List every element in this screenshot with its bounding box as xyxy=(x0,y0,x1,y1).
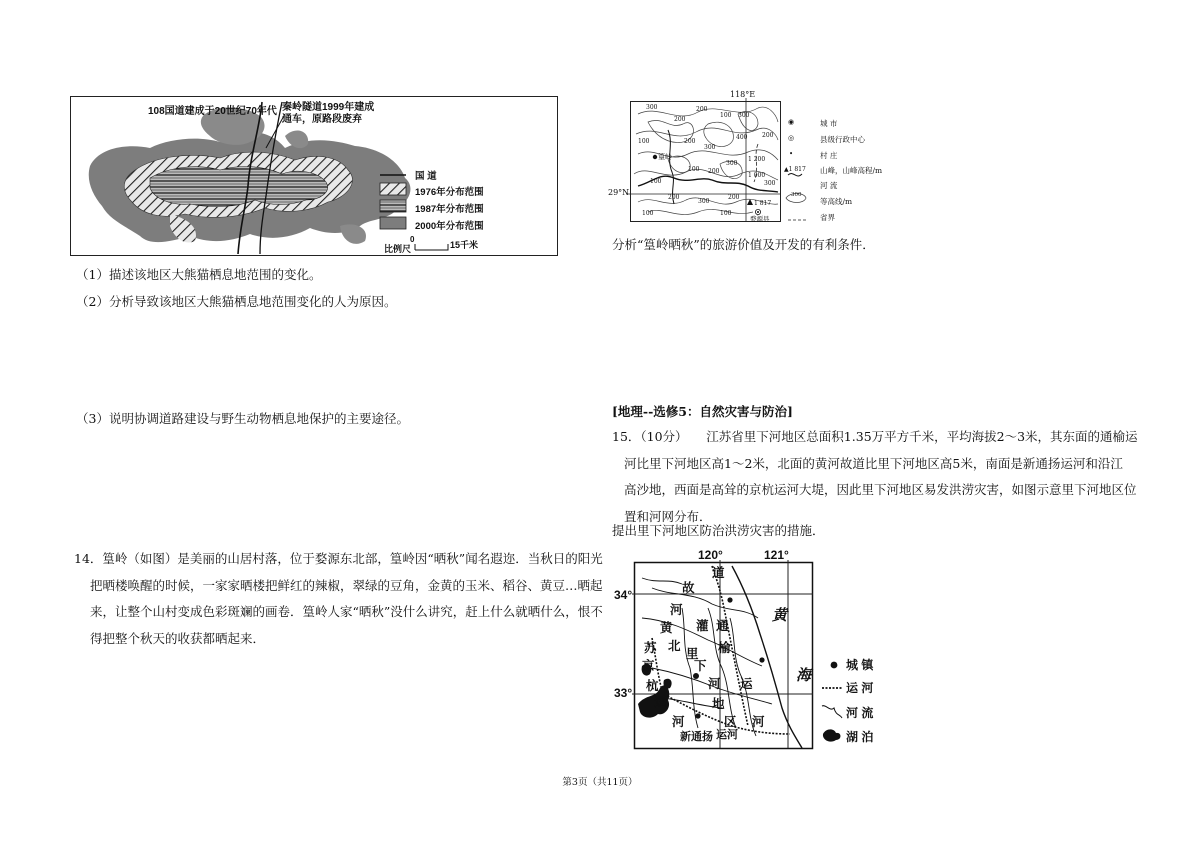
county-center-dot xyxy=(757,211,759,213)
page-footer: 第3页（共11页） xyxy=(562,777,638,788)
legend-city-symbol: ◉ xyxy=(788,118,795,126)
legend-river-symbol xyxy=(822,706,842,718)
contour-value: 300 xyxy=(764,180,776,187)
contour-value: 100 xyxy=(650,178,662,185)
map-char-yun-2: 运 xyxy=(740,677,753,691)
question-14-text xyxy=(74,546,604,652)
map-char-he: 河 xyxy=(670,603,683,617)
contour-value: 300 xyxy=(646,104,658,111)
question-15-text xyxy=(612,424,1142,530)
q14-line-2: 把晒楼唤醒的时候，一家家晒楼把鲜红的辣椒，翠绿的豆角，金黄的玉米、稻谷、黄豆…晒起 xyxy=(90,577,603,593)
legend-1987-symbol xyxy=(380,200,406,212)
habitat-1987-area xyxy=(150,167,328,207)
q14-line-3: 来，让整个山村变成色彩斑斓的画卷．篁岭人家“晒秋”没什么讲究，赶上什么就晒什么，恨不 xyxy=(90,604,603,619)
map-char-tong: 通 xyxy=(716,619,729,633)
map-char-li: 里 xyxy=(686,647,699,661)
callout-108-road: 108国道建成于20世纪70年代 xyxy=(148,106,277,117)
section-title: [地理--选修5：自然灾害与防治] xyxy=(612,404,793,419)
contour-value: 200 xyxy=(728,194,740,201)
q15-line-4: 置和河网分布． xyxy=(624,508,712,524)
q14-line-1: 14．篁岭（如图）是美丽的山居村落，位于婺源东北部，篁岭因“晒秋”闻名遐迩．当秋日的阳光 xyxy=(74,551,603,566)
map-label-huang-sea: 黄 xyxy=(772,607,788,624)
map-char-yun: 运 xyxy=(654,695,667,709)
map-char-yu: 榆 xyxy=(718,641,731,655)
scale-zero: 0 xyxy=(410,235,415,244)
legend-village-label: 村 庄 xyxy=(820,151,838,160)
contour-value: 100 xyxy=(638,138,650,145)
map-char-xia: 下 xyxy=(694,659,707,673)
place-wuyuan-county: 婺源县 xyxy=(750,215,770,223)
map-char-su: 苏 xyxy=(644,641,657,655)
longitude-label: 118°E xyxy=(730,90,756,99)
contour-value: 100 xyxy=(642,210,654,217)
legend-river-label: 河 流 xyxy=(846,706,874,720)
map-char-huang: 黄 xyxy=(660,621,673,635)
map-label-hai-sea: 海 xyxy=(796,667,812,684)
contour-value: 200 xyxy=(708,168,720,175)
legend-peak-label: 山峰，山峰高程/m xyxy=(820,166,883,175)
legend-city-label: 城 市 xyxy=(820,119,838,128)
legend-village-symbol: • xyxy=(789,150,794,158)
map-char-he-2: 河 xyxy=(708,677,721,691)
contour-value: 300 xyxy=(704,144,716,151)
callout-qinling-tunnel: 秦岭隧道1999年建成通车，原路段废弃 xyxy=(282,102,375,125)
legend-1976-label: 1976年分布范围 xyxy=(415,187,484,198)
legend-canal-label: 运 河 xyxy=(846,681,874,695)
contour-value: 200 xyxy=(668,194,680,201)
map-char-guan: 灌 xyxy=(696,619,709,633)
scale-label: 比例尺 xyxy=(384,244,412,254)
legend-county-symbol: ◎ xyxy=(788,134,795,142)
legend-county-label: 县级行政中心 xyxy=(820,135,865,144)
village-huangling-marker xyxy=(653,155,657,159)
lat-33-label: 33° xyxy=(614,686,633,700)
lon-120-label: 120° xyxy=(698,548,723,562)
legend-peak-symbol: ▲1 817 xyxy=(784,166,806,173)
map-char-gu: 故 xyxy=(682,581,695,595)
contour-value: 400 xyxy=(736,134,748,141)
question-15-task: 提出里下河地区防治洪涝灾害的措施． xyxy=(612,523,825,538)
legend-2000-label: 2000年分布范围 xyxy=(415,221,484,232)
map-label-xintongyang: 新通扬 xyxy=(680,731,713,743)
town-marker xyxy=(727,597,732,602)
q15-line-3: 高沙地，西面是高耸的京杭运河大堤，因此里下河地区易发洪涝灾害，如图示意里下河地区位 xyxy=(624,482,1137,497)
q14-line-4: 得把整个秋天的收获都晒起来． xyxy=(90,630,266,646)
contour-value: 300 xyxy=(726,160,738,167)
legend-town-label: 城 镇 xyxy=(846,658,874,672)
map-char-jing: 京 xyxy=(642,659,655,673)
legend-town-symbol xyxy=(831,662,838,669)
contour-value: 200 xyxy=(674,116,686,123)
place-huangling: 篁岭 xyxy=(658,153,672,161)
q15-line-1: 15．（10分） 江苏省里下河地区总面积1.35万平方千米，平均海拔2～3米，其东面的通榆运 xyxy=(612,429,1138,444)
contour-value: 100 xyxy=(720,210,732,217)
map-char-bei: 北 xyxy=(668,639,681,653)
map-char-qu: 区 xyxy=(724,715,737,729)
contour-value: 200 xyxy=(684,138,696,145)
question-13-2: （2）分析导致该地区大熊猫栖息地范围变化的人为原因。 xyxy=(76,294,397,309)
contour-value: 300 xyxy=(698,198,710,205)
town-marker xyxy=(695,713,700,718)
legend-1976-symbol xyxy=(380,183,406,195)
town-marker xyxy=(759,657,764,662)
huangling-topo-map xyxy=(608,90,898,234)
contour-value: 200 xyxy=(762,132,774,139)
legend-road-label: 国 道 xyxy=(415,171,437,182)
q15-line-2: 河比里下河地区高1～2米，北面的黄河故道比里下河地区高5米，南面是新通扬运河和沿江 xyxy=(624,455,1123,471)
peak-value: 1 817 xyxy=(754,200,772,207)
legend-1987-label: 1987年分布范围 xyxy=(415,204,484,215)
legend-river-symbol xyxy=(788,174,802,176)
legend-lake-label: 湖 泊 xyxy=(846,730,874,744)
legend-contour-label: 等高线/m xyxy=(820,197,853,206)
lon-121-label: 121° xyxy=(764,548,789,562)
contour-value: 100 xyxy=(688,166,700,173)
contour-value: 1 200 xyxy=(748,156,766,163)
latitude-label: 29°N xyxy=(608,188,630,197)
question-13-3: （3）说明协调道路建设与野生动物栖息地保护的主要途径。 xyxy=(76,411,409,426)
map-char-hang: 杭 xyxy=(646,679,659,693)
legend-river-label: 河 流 xyxy=(820,181,838,190)
panda-habitat-map xyxy=(70,96,558,256)
contour-value: 100 xyxy=(720,112,732,119)
map-label-yunhe: 运河 xyxy=(716,729,738,741)
legend-2000-symbol xyxy=(380,217,406,229)
legend-border-label: 省界 xyxy=(820,213,835,222)
question-13-1: （1）描述该地区大熊猫栖息地范围的变化。 xyxy=(76,267,322,282)
map-char-he-4: 河 xyxy=(752,715,765,729)
legend-contour-symbol-value: 300 xyxy=(791,192,802,198)
contour-value: 1 000 xyxy=(748,172,766,179)
question-14-task: 分析“篁岭晒秋”的旅游价值及开发的有利条件． xyxy=(612,237,875,252)
scale-value: 15千米 xyxy=(450,240,479,250)
lixiahe-map xyxy=(612,548,892,754)
legend-lake-symbol xyxy=(823,729,841,741)
map-char-dao: 道 xyxy=(712,566,725,580)
contour-value: 200 xyxy=(696,106,708,113)
lat-34-label: 34° xyxy=(614,588,633,602)
map-char-di: 地 xyxy=(712,697,725,711)
map-char-he-3: 河 xyxy=(672,715,685,729)
contour-value: 300 xyxy=(738,112,750,119)
